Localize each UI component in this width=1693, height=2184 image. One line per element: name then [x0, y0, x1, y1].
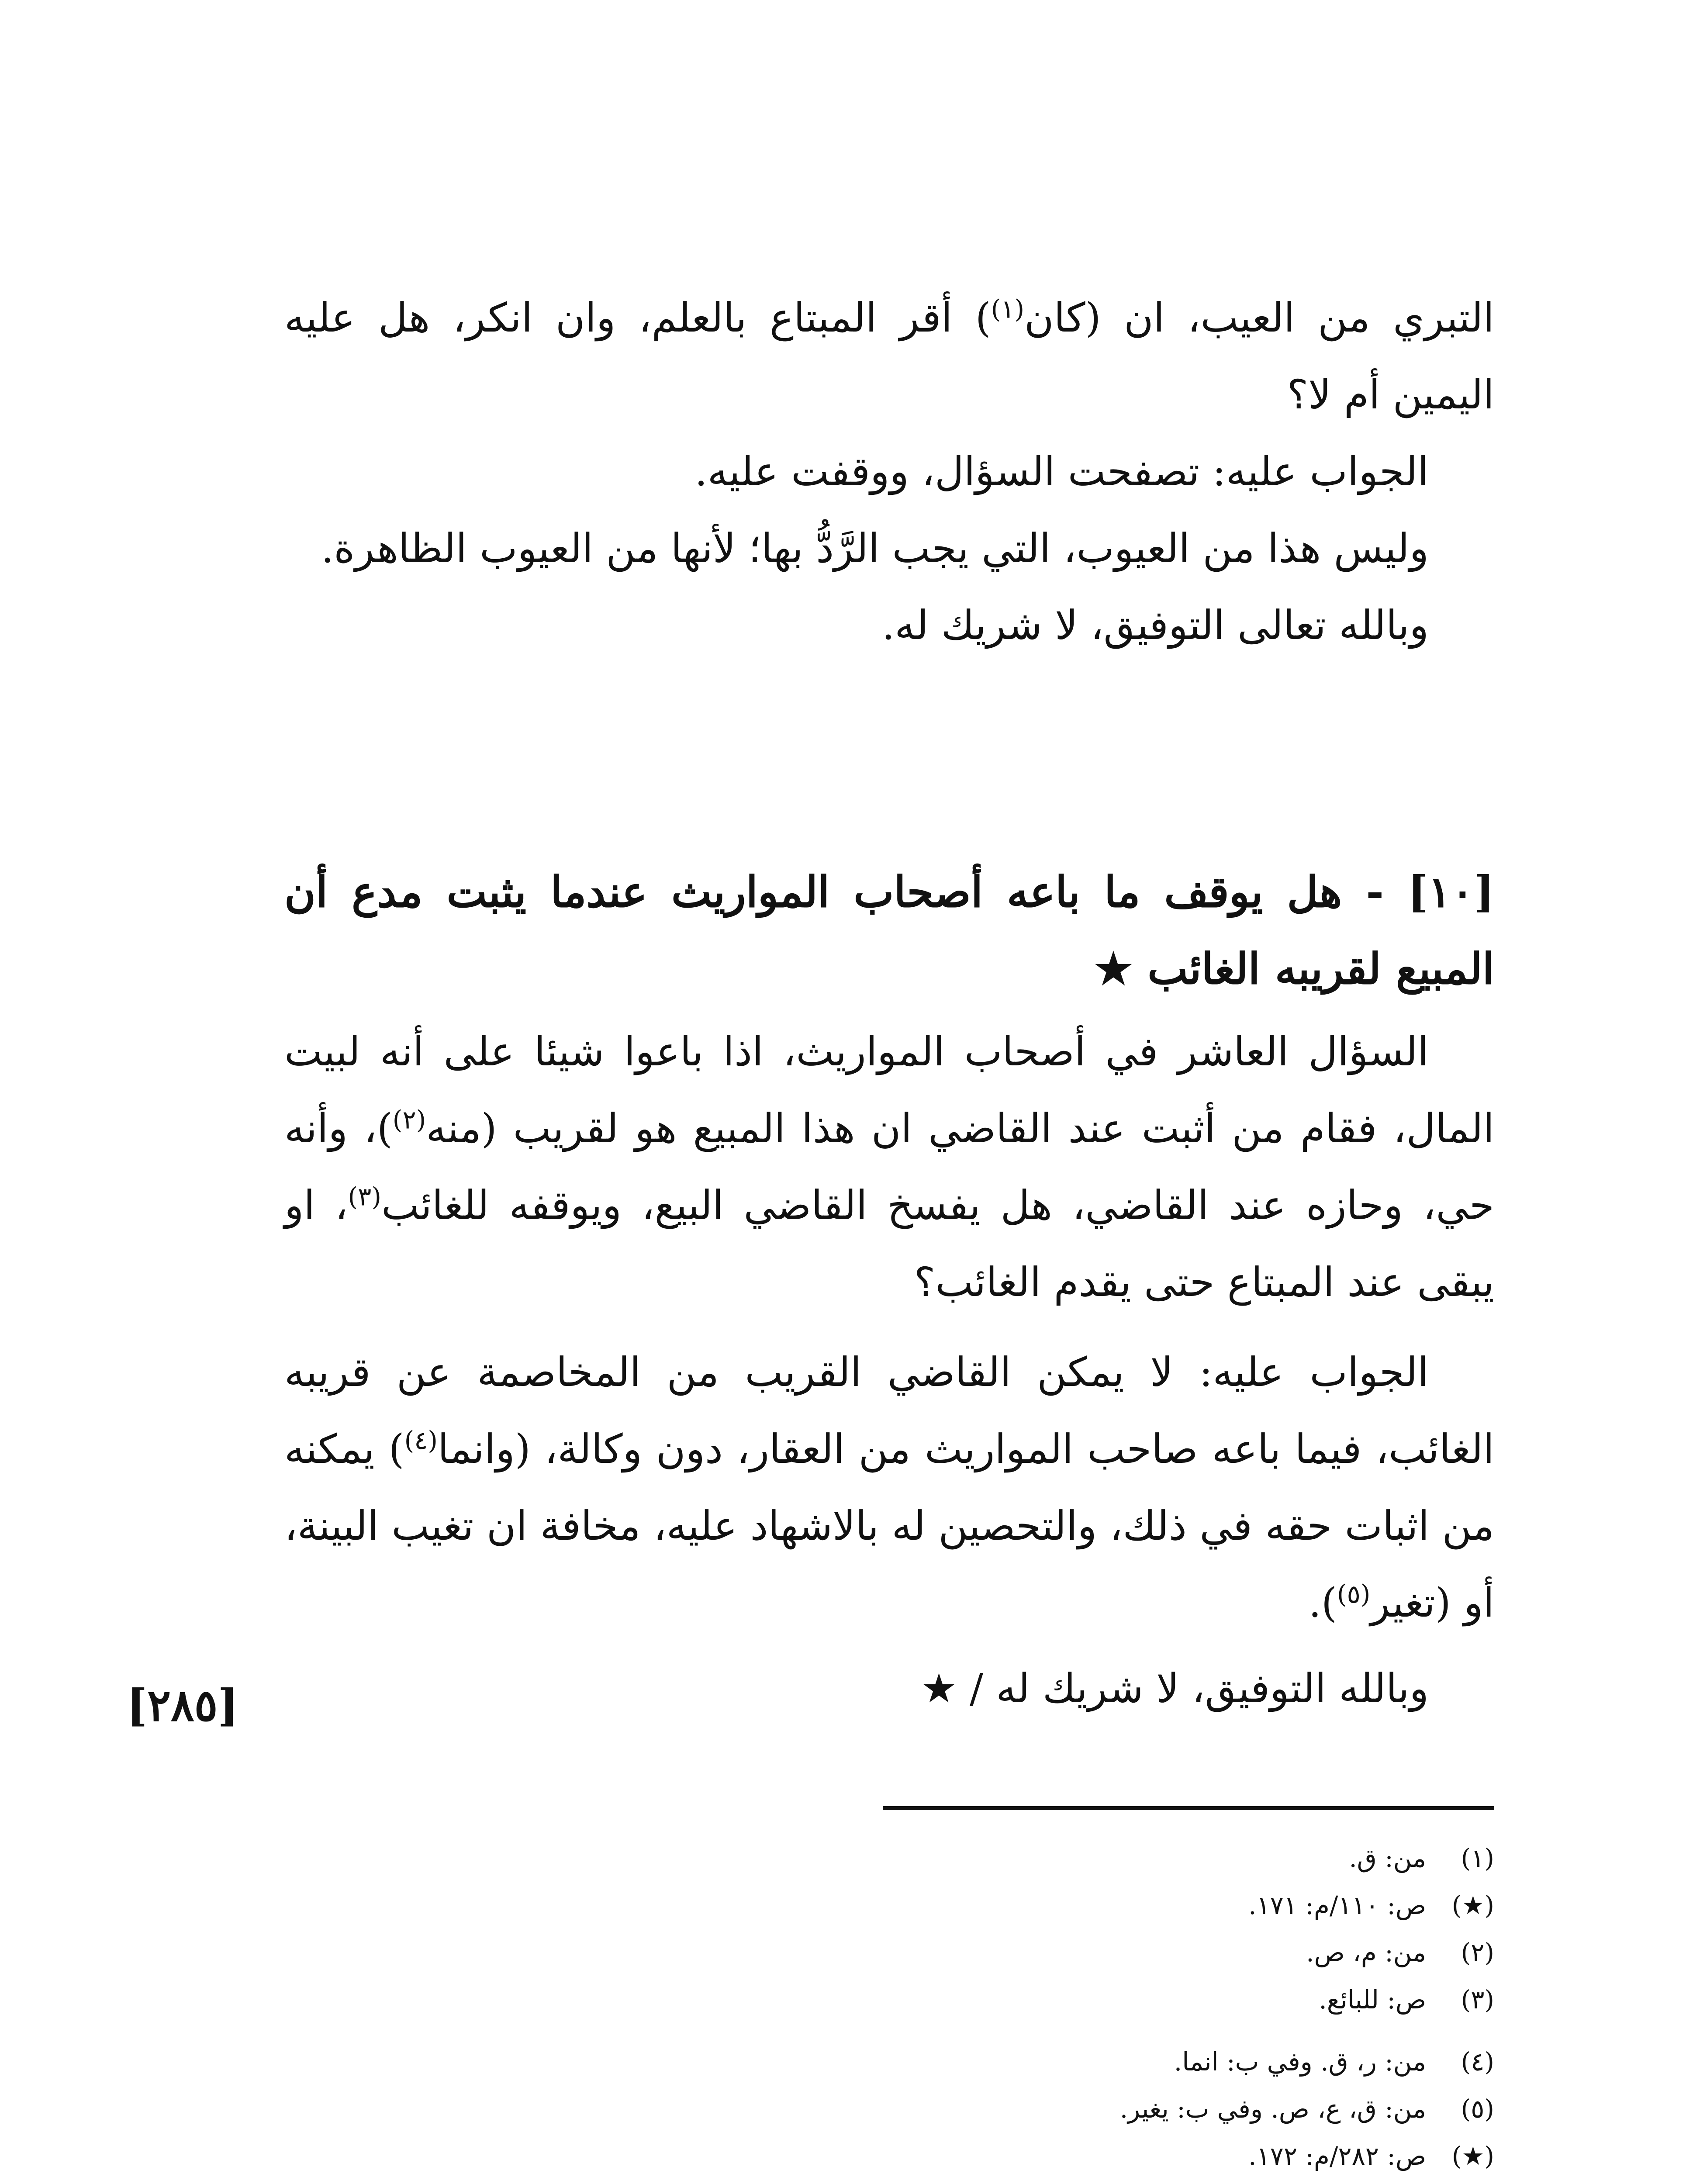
- footnote-separator: [883, 1806, 1494, 1810]
- footnotes: [664, 1835, 1494, 2180]
- question-title: [١٠] - هل يوقف ما باعه أصحاب المواريث عندما يثبت مدع أن المبيع لقريبه الغائب ★: [284, 867, 1494, 994]
- paragraph-answer-ruling: وليس هذا من العيوب، التي يجب الرَّدُّ بها؛ لأنها من العيوب الظاهرة.: [321, 525, 1429, 572]
- paragraph-question-ten: السؤال العاشر في أصحاب المواريث، اذا باعوا شيئا على أنه لبيت المال، فقام من أثبت عند القاضي ان هذا المبيع هو لقريب (منه$^{(٢)}$)، وأنه حي، وحازه عند القاضي، هل يفسخ القاضي البيع، ويوقفه للغائب$^{(٣)}$، او يبقى عند المبتاع حتى يقدم الغائب؟: [284, 1028, 1495, 1306]
- paragraph-final-closing: وبالله التوفيق، لا شريك له / ★: [921, 1665, 1429, 1712]
- footnote-mark: (٥): [1461, 2094, 1494, 2124]
- footnote-text: من: ق.: [1349, 1843, 1426, 1873]
- footnote-ref-4: (٤): [404, 1425, 438, 1455]
- paragraph-answer-intro: الجواب عليه: تصفحت السؤال، ووقفت عليه.: [694, 448, 1429, 495]
- section-heading: [284, 854, 1494, 1008]
- footnote-text: من: ر، ق. وفي ب: انما.: [1174, 2047, 1426, 2077]
- footnote-spacer: [664, 2023, 1494, 2038]
- footnote-text: من: م، ص.: [1306, 1938, 1426, 1967]
- footnote-mark: (★): [1451, 2141, 1494, 2171]
- footnote-item: [664, 1882, 1494, 1929]
- paragraph-answer-ten: الجواب عليه: لا يمكن القاضي القريب من المخاصمة عن قريبه الغائب، فيما باعه صاحب المواريث من العقار، دون وكالة، (وانما$^{(٤)}$) يمكنه من اثبات حقه في ذلك، والتحصين له بالاشهاد عليه، مخافة ان تغيب البينة، أو (تغير$^{(٥)}$).: [284, 1349, 1494, 1626]
- footnote-mark: (١): [1461, 1843, 1494, 1873]
- footnote-ref-2: (٢): [392, 1105, 426, 1135]
- footnote-mark: (٢): [1461, 1938, 1494, 1967]
- paragraph-question-continuation: التبري من العيب، ان (كان$^{(١)}$) أقر المبتاع بالعلم، وان انكر، هل عليه اليمين أم لا؟: [284, 294, 1494, 418]
- margin-page-reference: [٢٨٥]: [127, 1679, 238, 1731]
- footnote-mark: (٣): [1461, 1985, 1494, 2015]
- paragraph-closing-formula: وبالله تعالى التوفيق، لا شريك له.: [882, 602, 1429, 649]
- footnote-mark: (★): [1451, 1890, 1494, 1920]
- footnote-item: [664, 2132, 1494, 2180]
- footnote-item: [664, 1929, 1494, 1976]
- footnote-item: [664, 2038, 1494, 2085]
- footnote-item: [664, 1835, 1494, 1882]
- footnote-item: [664, 1976, 1494, 2023]
- footnote-text: ص: للبائع.: [1319, 1985, 1426, 2015]
- footnote-ref-3: (٣): [348, 1182, 381, 1212]
- footnote-mark: (٤): [1461, 2047, 1494, 2077]
- main-text-question-10: [284, 1013, 1494, 1727]
- footnote-text: ص: ٢٨٢/م: ١٧٢.: [1248, 2141, 1426, 2171]
- main-text-top: [284, 280, 1494, 664]
- footnote-ref-5: (٥): [1337, 1579, 1371, 1609]
- footnote-text: ص: ١١٠/م: ١٧١.: [1248, 1890, 1426, 1920]
- footnote-ref-1: (١): [991, 294, 1025, 324]
- footnote-item: [664, 2085, 1494, 2132]
- footnote-text: من: ق، ع، ص. وفي ب: يغير.: [1119, 2094, 1426, 2124]
